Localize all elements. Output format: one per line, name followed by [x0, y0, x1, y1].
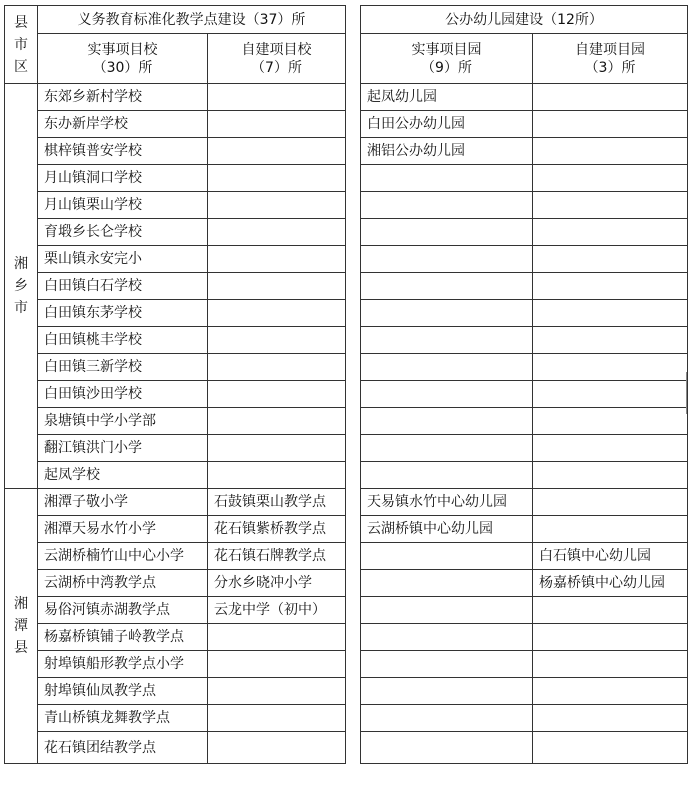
table-row	[5, 543, 688, 570]
shishi-school-cell: 射埠镇仙凤教学点	[38, 678, 208, 705]
gap-cell	[346, 516, 361, 543]
zijian-kg-cell	[533, 516, 688, 543]
shishi-kg-cell	[361, 435, 533, 462]
gap-cell	[346, 489, 361, 516]
gap-cell	[346, 84, 361, 111]
gap-cell	[346, 327, 361, 354]
header-row-1	[5, 6, 688, 34]
zijian-kg-cell: 杨嘉桥镇中心幼儿园	[533, 570, 688, 597]
zijian-kg-cell	[533, 462, 688, 489]
shishi-school-cell: 月山镇洞口学校	[38, 165, 208, 192]
table-row	[5, 246, 688, 273]
shishi-school-cell: 湘潭天易水竹小学	[38, 516, 208, 543]
zijian-school-cell: 石鼓镇栗山教学点	[208, 489, 346, 516]
shishi-school-cell: 月山镇栗山学校	[38, 192, 208, 219]
col-shishi-kg-header	[361, 34, 533, 84]
shishi-school-cell: 东郊乡新村学校	[38, 84, 208, 111]
zijian-school-cell	[208, 651, 346, 678]
shishi-school-cell: 云湖桥楠竹山中心小学	[38, 543, 208, 570]
col-shishi-kg-count: （9）所	[421, 59, 472, 76]
zijian-school-cell	[208, 165, 346, 192]
table-row	[5, 138, 688, 165]
gap-cell	[346, 543, 361, 570]
zijian-school-cell: 云龙中学（初中）	[208, 597, 346, 624]
shishi-kg-cell	[361, 543, 533, 570]
zijian-kg-cell: 白石镇中心幼儿园	[533, 543, 688, 570]
zijian-school-cell	[208, 219, 346, 246]
shishi-school-cell: 白田镇东茅学校	[38, 300, 208, 327]
gap-cell	[346, 678, 361, 705]
table-row	[5, 84, 688, 111]
shishi-kg-cell: 云湖桥镇中心幼儿园	[361, 516, 533, 543]
zijian-kg-cell	[533, 435, 688, 462]
gap-cell	[346, 381, 361, 408]
zijian-kg-cell	[533, 165, 688, 192]
shishi-school-cell: 棋梓镇普安学校	[38, 138, 208, 165]
table-row	[5, 462, 688, 489]
shishi-kg-cell	[361, 597, 533, 624]
gap-cell	[346, 705, 361, 732]
shishi-kg-cell: 湘铝公办幼儿园	[361, 138, 533, 165]
gap-cell	[346, 732, 361, 764]
col-zijian-kg-header	[533, 34, 688, 84]
zijian-school-cell	[208, 273, 346, 300]
zijian-school-cell	[208, 111, 346, 138]
county-name: 湘乡市	[14, 256, 28, 316]
zijian-school-cell	[208, 705, 346, 732]
table-row	[5, 570, 688, 597]
shishi-school-cell: 白田镇三新学校	[38, 354, 208, 381]
compulsory-title: 义务教育标准化教学点建设（37）所	[38, 6, 346, 34]
zijian-kg-cell	[533, 408, 688, 435]
zijian-kg-cell	[533, 246, 688, 273]
table-row	[5, 300, 688, 327]
table-row	[5, 678, 688, 705]
zijian-school-cell	[208, 624, 346, 651]
zijian-school-cell	[208, 435, 346, 462]
table-row	[5, 219, 688, 246]
gap-cell	[346, 111, 361, 138]
zijian-kg-cell	[533, 327, 688, 354]
zijian-kg-cell	[533, 84, 688, 111]
shishi-kg-cell	[361, 381, 533, 408]
shishi-school-cell: 栗山镇永安完小	[38, 246, 208, 273]
table-row	[5, 111, 688, 138]
gap-cell	[346, 462, 361, 489]
zijian-school-cell: 花石镇紫桥教学点	[208, 516, 346, 543]
shishi-kg-cell	[361, 354, 533, 381]
zijian-school-cell: 分水乡晓冲小学	[208, 570, 346, 597]
shishi-kg-cell	[361, 705, 533, 732]
table-row	[5, 165, 688, 192]
zijian-school-cell	[208, 678, 346, 705]
gap-cell	[346, 624, 361, 651]
kindergarten-title: 公办幼儿园建设（12所）	[361, 6, 688, 34]
shishi-kg-cell	[361, 219, 533, 246]
zijian-school-cell	[208, 381, 346, 408]
shishi-kg-cell	[361, 165, 533, 192]
shishi-school-cell: 云湖桥中湾教学点	[38, 570, 208, 597]
zijian-kg-cell	[533, 138, 688, 165]
shishi-school-cell: 白田镇白石学校	[38, 273, 208, 300]
shishi-kg-cell	[361, 624, 533, 651]
zijian-kg-cell	[533, 597, 688, 624]
col-zijian-kg-label: 自建项目园	[575, 41, 646, 58]
shishi-kg-cell	[361, 408, 533, 435]
table-row	[5, 327, 688, 354]
shishi-kg-cell	[361, 462, 533, 489]
shishi-school-cell: 泉塘镇中学小学部	[38, 408, 208, 435]
shishi-school-cell: 易俗河镇赤湖教学点	[38, 597, 208, 624]
gap-cell	[346, 354, 361, 381]
zijian-kg-cell	[533, 624, 688, 651]
shishi-kg-cell	[361, 732, 533, 764]
scroll-marker	[686, 372, 690, 414]
zijian-school-cell	[208, 354, 346, 381]
gap-cell	[346, 570, 361, 597]
table-row	[5, 435, 688, 462]
shishi-school-cell: 翻江镇洪门小学	[38, 435, 208, 462]
shishi-school-cell: 东办新岸学校	[38, 111, 208, 138]
gap-cell	[346, 651, 361, 678]
col-zijian-school-label: 自建项目校	[241, 41, 312, 58]
zijian-kg-cell	[533, 651, 688, 678]
shishi-school-cell: 青山桥镇龙舞教学点	[38, 705, 208, 732]
county-cell	[5, 489, 38, 764]
shishi-kg-cell: 起凤幼儿园	[361, 84, 533, 111]
table-row	[5, 705, 688, 732]
gap-cell	[346, 246, 361, 273]
shishi-kg-cell	[361, 651, 533, 678]
zijian-kg-cell	[533, 678, 688, 705]
gap-cell	[346, 273, 361, 300]
zijian-kg-cell	[533, 111, 688, 138]
gap-cell	[346, 165, 361, 192]
shishi-school-cell: 育塅乡长仑学校	[38, 219, 208, 246]
col-shishi-school-header	[38, 34, 208, 84]
table-row	[5, 489, 688, 516]
table-row	[5, 651, 688, 678]
zijian-kg-cell	[533, 705, 688, 732]
table-row	[5, 597, 688, 624]
shishi-school-cell: 白田镇桃丰学校	[38, 327, 208, 354]
zijian-school-cell	[208, 462, 346, 489]
col-zijian-school-header	[208, 34, 346, 84]
county-cell	[5, 84, 38, 489]
table-row	[5, 381, 688, 408]
gap-cell	[346, 6, 361, 84]
gap-cell	[346, 597, 361, 624]
shishi-school-cell: 花石镇团结教学点	[38, 732, 208, 764]
shishi-school-cell: 起凤学校	[38, 462, 208, 489]
table-row	[5, 192, 688, 219]
zijian-school-cell	[208, 732, 346, 764]
zijian-kg-cell	[533, 489, 688, 516]
gap-cell	[346, 300, 361, 327]
zijian-school-cell	[208, 246, 346, 273]
shishi-kg-cell	[361, 327, 533, 354]
zijian-school-cell	[208, 408, 346, 435]
county-header-cell	[5, 6, 38, 84]
table-row	[5, 516, 688, 543]
zijian-school-cell	[208, 192, 346, 219]
county-header: 县市区	[14, 14, 28, 75]
table-row	[5, 273, 688, 300]
shishi-kg-cell: 天易镇水竹中心幼儿园	[361, 489, 533, 516]
shishi-school-cell: 湘潭子敬小学	[38, 489, 208, 516]
shishi-school-cell: 白田镇沙田学校	[38, 381, 208, 408]
table-row	[5, 624, 688, 651]
shishi-kg-cell	[361, 246, 533, 273]
table-row	[5, 732, 688, 764]
zijian-school-cell	[208, 84, 346, 111]
county-name: 湘潭县	[14, 596, 28, 656]
zijian-school-cell	[208, 138, 346, 165]
shishi-kg-cell	[361, 192, 533, 219]
zijian-kg-cell	[533, 300, 688, 327]
gap-cell	[346, 138, 361, 165]
col-shishi-school-count: （30）所	[92, 59, 153, 76]
school-construction-table	[4, 5, 688, 764]
gap-cell	[346, 435, 361, 462]
zijian-kg-cell	[533, 273, 688, 300]
zijian-kg-cell	[533, 354, 688, 381]
zijian-school-cell	[208, 327, 346, 354]
zijian-kg-cell	[533, 192, 688, 219]
col-shishi-school-label: 实事项目校	[87, 41, 158, 58]
zijian-kg-cell	[533, 381, 688, 408]
table-row	[5, 408, 688, 435]
zijian-kg-cell	[533, 219, 688, 246]
shishi-kg-cell	[361, 678, 533, 705]
gap-cell	[346, 219, 361, 246]
shishi-kg-cell	[361, 570, 533, 597]
shishi-school-cell: 杨嘉桥镇铺子岭教学点	[38, 624, 208, 651]
table-row	[5, 354, 688, 381]
shishi-kg-cell	[361, 273, 533, 300]
zijian-school-cell	[208, 300, 346, 327]
gap-cell	[346, 408, 361, 435]
col-shishi-kg-label: 实事项目园	[411, 41, 482, 58]
zijian-kg-cell	[533, 732, 688, 764]
col-zijian-kg-count: （3）所	[584, 59, 636, 76]
zijian-school-cell: 花石镇石牌教学点	[208, 543, 346, 570]
shishi-kg-cell	[361, 300, 533, 327]
shishi-kg-cell: 白田公办幼儿园	[361, 111, 533, 138]
gap-cell	[346, 192, 361, 219]
shishi-school-cell: 射埠镇船形教学点小学	[38, 651, 208, 678]
col-zijian-school-count: （7）所	[251, 59, 302, 76]
